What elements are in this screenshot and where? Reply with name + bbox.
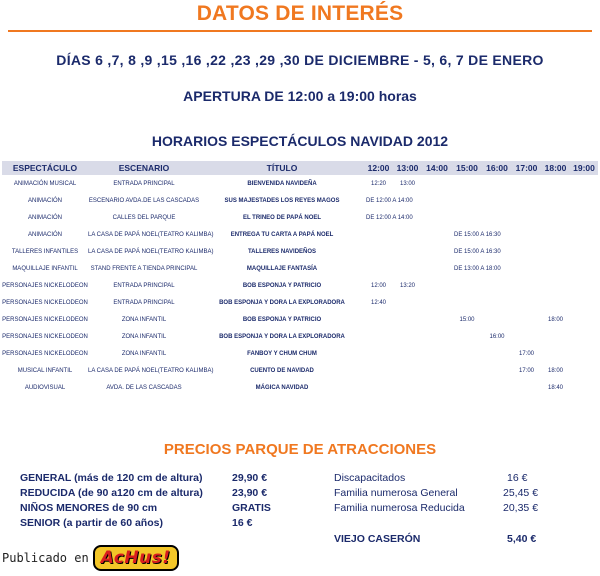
cell-1400 bbox=[422, 294, 452, 311]
cell-1300 bbox=[393, 294, 422, 311]
cell-stage: STAND FRENTE A TIENDA PRINCIPAL bbox=[90, 265, 198, 272]
col-header-1600: 16:00 bbox=[482, 161, 512, 175]
cell-1800 bbox=[541, 345, 570, 362]
cell-1500 bbox=[452, 345, 482, 362]
title-divider bbox=[8, 30, 592, 32]
cell-1800: 18:00 bbox=[547, 367, 563, 374]
cell-show: PERSONAJES NICKELODEON bbox=[2, 316, 88, 323]
schedule-body bbox=[2, 175, 598, 396]
publisher-watermark bbox=[2, 546, 179, 570]
price-value-familia-general: 25,45 € bbox=[503, 487, 539, 499]
cell-1700 bbox=[512, 379, 541, 396]
cell-1500: DE 15:00 A 16:30 bbox=[454, 248, 501, 255]
cell-1400 bbox=[422, 362, 452, 379]
cell-1700 bbox=[512, 209, 541, 226]
cell-1900 bbox=[570, 260, 598, 277]
cell-1500: DE 13:00 A 18:00 bbox=[454, 265, 501, 272]
price-value-general: 29,90 € bbox=[232, 472, 268, 484]
prices-title: PRECIOS PARQUE DE ATRACCIONES bbox=[163, 441, 437, 458]
schedule-row bbox=[2, 277, 598, 294]
cell-1900 bbox=[570, 277, 598, 294]
cell-1200 bbox=[364, 328, 393, 345]
cell-1800 bbox=[541, 226, 570, 243]
cell-1900 bbox=[570, 362, 598, 379]
cell-1300 bbox=[393, 226, 422, 243]
cell-1400 bbox=[422, 260, 452, 277]
col-header-1800: 18:00 bbox=[541, 161, 570, 175]
cell-1200 bbox=[364, 226, 393, 243]
cell-1900 bbox=[570, 294, 598, 311]
cell-1700 bbox=[512, 243, 541, 260]
cell-1500 bbox=[452, 362, 482, 379]
cell-stage: ENTRADA PRINCIPAL bbox=[113, 299, 175, 306]
cell-stage: CALLES DEL PARQUE bbox=[112, 214, 176, 221]
price-value-ninos: GRATIS bbox=[232, 502, 271, 514]
cell-1900 bbox=[570, 328, 598, 345]
cell-1900 bbox=[570, 345, 598, 362]
cell-title: MÁGICA NAVIDAD bbox=[255, 384, 309, 391]
cell-title: EL TRINEO DE PAPÁ NOEL bbox=[242, 214, 322, 221]
price-label-general: GENERAL (más de 120 cm de altura) bbox=[20, 472, 203, 484]
cell-title: BOB ESPONJA Y PATRICIO bbox=[242, 282, 322, 289]
cell-show: ANIMACIÓN bbox=[27, 197, 62, 204]
cell-1200 bbox=[364, 260, 393, 277]
cell-stage: ZONA INFANTIL bbox=[121, 350, 167, 357]
cell-show: MUSICAL INFANTIL bbox=[17, 367, 73, 374]
cell-1500 bbox=[452, 175, 482, 192]
cell-1400 bbox=[422, 192, 452, 209]
price-value-viejo-caseron: 5,40 € bbox=[507, 533, 537, 545]
cell-title: BOB ESPONJA Y DORA LA EXPLORADORA bbox=[219, 333, 345, 340]
cell-title: SUS MAJESTADES LOS REYES MAGOS bbox=[224, 197, 340, 204]
cell-1400 bbox=[422, 277, 452, 294]
cell-1200 bbox=[364, 311, 393, 328]
cell-1700 bbox=[512, 226, 541, 243]
price-label-viejo-caseron: VIEJO CASERÓN bbox=[334, 533, 421, 545]
cell-title: TALLERES NAVIDEÑOS bbox=[247, 248, 317, 255]
cell-show: MAQUILLAJE INFANTIL bbox=[12, 265, 78, 272]
cell-1500: DE 15:00 A 16:30 bbox=[454, 231, 501, 238]
cell-1200 bbox=[364, 243, 393, 260]
cell-1300: 13:20 bbox=[399, 282, 415, 289]
cell-1600 bbox=[482, 294, 512, 311]
schedule-row bbox=[2, 175, 598, 192]
cell-1300: 13:00 bbox=[399, 180, 415, 187]
col-header-1500: 15:00 bbox=[452, 161, 482, 175]
cell-1800: 18:00 bbox=[547, 316, 563, 323]
cell-1200: 12:20 bbox=[370, 180, 386, 187]
cell-1800 bbox=[541, 260, 570, 277]
cell-show: AUDIOVISUAL bbox=[24, 384, 66, 391]
cell-1300 bbox=[393, 260, 422, 277]
cell-1700 bbox=[512, 192, 541, 209]
cell-1900 bbox=[570, 379, 598, 396]
cell-1800 bbox=[541, 192, 570, 209]
schedule-row bbox=[2, 294, 598, 311]
cell-1800 bbox=[541, 175, 570, 192]
cell-1500: 15:00 bbox=[459, 316, 475, 323]
cell-1600 bbox=[482, 209, 512, 226]
price-value-familia-reducida: 20,35 € bbox=[503, 502, 539, 514]
col-header-1700: 17:00 bbox=[512, 161, 541, 175]
schedule-row bbox=[2, 226, 598, 243]
cell-1200: 12:00 bbox=[370, 282, 386, 289]
event-dates: DÍAS 6 ,7, 8 ,9 ,15 ,16 ,22 ,23 ,29 ,30 DE DICIEMBRE - 5, 6, 7 DE ENERO bbox=[56, 52, 544, 68]
price-value-senior: 16 € bbox=[232, 517, 253, 529]
price-label-familia-reducida: Familia numerosa Reducida bbox=[334, 502, 465, 514]
cell-show: PERSONAJES NICKELODEON bbox=[2, 299, 88, 306]
cell-title: CUENTO DE NAVIDAD bbox=[250, 367, 314, 374]
cell-show: TALLERES INFANTILES bbox=[11, 248, 79, 255]
cell-1700 bbox=[512, 311, 541, 328]
col-header-1900: 19:00 bbox=[570, 161, 598, 175]
cell-title: FANBOY Y CHUM CHUM bbox=[247, 350, 317, 357]
cell-1200 bbox=[364, 345, 393, 362]
cell-1400 bbox=[422, 311, 452, 328]
cell-1700: 17:00 bbox=[518, 350, 534, 357]
cell-1200 bbox=[364, 379, 393, 396]
cell-1300 bbox=[393, 345, 422, 362]
cell-1500 bbox=[452, 192, 482, 209]
cell-1300 bbox=[393, 379, 422, 396]
cell-1200 bbox=[364, 362, 393, 379]
cell-stage: ENTRADA PRINCIPAL bbox=[113, 282, 175, 289]
cell-1200: DE 12:00 A 14:00 bbox=[366, 197, 413, 204]
cell-1700 bbox=[512, 328, 541, 345]
cell-1900 bbox=[570, 175, 598, 192]
cell-1800 bbox=[541, 294, 570, 311]
cell-stage: ESCENARIO AVDA.DE LAS CASCADAS bbox=[88, 197, 200, 204]
price-value-discapacitados: 16 € bbox=[507, 472, 528, 484]
col-header-title: TÍTULO bbox=[200, 161, 364, 175]
price-label-discapacitados: Discapacitados bbox=[334, 472, 406, 484]
price-label-senior: SENIOR (a partir de 60 años) bbox=[20, 517, 163, 529]
cell-1700: 17:00 bbox=[518, 367, 534, 374]
schedule-row bbox=[2, 379, 598, 396]
cell-1300 bbox=[393, 328, 422, 345]
cell-show: PERSONAJES NICKELODEON bbox=[2, 282, 88, 289]
cell-1500 bbox=[452, 294, 482, 311]
cell-1900 bbox=[570, 311, 598, 328]
cell-1600: 16:00 bbox=[489, 333, 505, 340]
cell-1400 bbox=[422, 328, 452, 345]
cell-1200: DE 12:00 A 14:00 bbox=[366, 214, 413, 221]
cell-1600 bbox=[482, 192, 512, 209]
cell-stage: ENTRADA PRINCIPAL bbox=[113, 180, 175, 187]
schedule-row bbox=[2, 311, 598, 328]
schedule-table bbox=[2, 161, 598, 396]
cell-1700 bbox=[512, 294, 541, 311]
cell-1700 bbox=[512, 175, 541, 192]
cell-stage: LA CASA DE PAPÁ NOEL(TEATRO KALIMBA) bbox=[88, 367, 214, 374]
cell-1600 bbox=[482, 311, 512, 328]
watermark-text: Publicado en bbox=[2, 551, 89, 565]
cell-show: PERSONAJES NICKELODEON bbox=[2, 350, 88, 357]
cell-stage: AVDA. DE LAS CASCADAS bbox=[106, 384, 182, 391]
opening-hours: APERTURA DE 12:00 a 19:00 horas bbox=[183, 88, 417, 104]
cell-1800 bbox=[541, 328, 570, 345]
cell-stage: LA CASA DE PAPÁ NOEL(TEATRO KALIMBA) bbox=[88, 248, 214, 255]
cell-1500 bbox=[452, 277, 482, 294]
cell-1800 bbox=[541, 277, 570, 294]
col-header-stage: ESCENARIO bbox=[88, 161, 200, 175]
schedule-row bbox=[2, 362, 598, 379]
cell-1600 bbox=[482, 379, 512, 396]
col-header-1300: 13:00 bbox=[393, 161, 422, 175]
cell-1700 bbox=[512, 277, 541, 294]
cell-title: BOB ESPONJA Y PATRICIO bbox=[242, 316, 322, 323]
cell-1500 bbox=[452, 328, 482, 345]
cell-1800 bbox=[541, 243, 570, 260]
price-value-reducida: 23,90 € bbox=[232, 487, 268, 499]
price-label-reducida: REDUCIDA (de 90 a120 cm de altura) bbox=[20, 487, 203, 499]
col-header-1200: 12:00 bbox=[364, 161, 393, 175]
cell-1600 bbox=[482, 277, 512, 294]
col-header-show: ESPECTÁCULO bbox=[2, 161, 88, 175]
cell-1600 bbox=[482, 175, 512, 192]
cell-1800: 18:40 bbox=[547, 384, 563, 391]
cell-stage: LA CASA DE PAPÁ NOEL(TEATRO KALIMBA) bbox=[88, 231, 214, 238]
schedule-row bbox=[2, 260, 598, 277]
cell-1900 bbox=[570, 243, 598, 260]
cell-1300 bbox=[393, 311, 422, 328]
cell-1500 bbox=[452, 379, 482, 396]
achus-logo: AcHus! bbox=[93, 545, 179, 571]
cell-1300 bbox=[393, 362, 422, 379]
cell-1800 bbox=[541, 209, 570, 226]
schedule-row bbox=[2, 345, 598, 362]
cell-1900 bbox=[570, 226, 598, 243]
cell-title: BIENVENIDA NAVIDEÑA bbox=[247, 180, 317, 187]
cell-1400 bbox=[422, 379, 452, 396]
cell-1200: 12:40 bbox=[370, 299, 386, 306]
price-label-familia-general: Familia numerosa General bbox=[334, 487, 458, 499]
cell-show: ANIMACIÓN MUSICAL bbox=[13, 180, 77, 187]
schedule-row bbox=[2, 209, 598, 226]
cell-1900 bbox=[570, 192, 598, 209]
cell-show: ANIMACIÓN bbox=[27, 214, 62, 221]
cell-1600 bbox=[482, 362, 512, 379]
cell-title: MAQUILLAJE FANTASÍA bbox=[246, 265, 318, 272]
cell-title: BOB ESPONJA Y DORA LA EXPLORADORA bbox=[219, 299, 345, 306]
schedule-title: HORARIOS ESPECTÁCULOS NAVIDAD 2012 bbox=[151, 133, 449, 149]
cell-1700 bbox=[512, 260, 541, 277]
col-header-1400: 14:00 bbox=[422, 161, 452, 175]
cell-1900 bbox=[570, 209, 598, 226]
schedule-row bbox=[2, 243, 598, 260]
cell-show: ANIMACIÓN bbox=[27, 231, 62, 238]
cell-stage: ZONA INFANTIL bbox=[121, 316, 167, 323]
cell-show: PERSONAJES NICKELODEON bbox=[2, 333, 88, 340]
cell-1600 bbox=[482, 345, 512, 362]
schedule-row bbox=[2, 328, 598, 345]
cell-1400 bbox=[422, 226, 452, 243]
cell-1300 bbox=[393, 243, 422, 260]
cell-title: ENTREGA TU CARTA A PAPÁ NOEL bbox=[230, 231, 334, 238]
cell-1400 bbox=[422, 175, 452, 192]
cell-stage: ZONA INFANTIL bbox=[121, 333, 167, 340]
cell-1400 bbox=[422, 243, 452, 260]
cell-1400 bbox=[422, 209, 452, 226]
page-title: DATOS DE INTERÉS bbox=[196, 2, 404, 25]
cell-1500 bbox=[452, 209, 482, 226]
schedule-row bbox=[2, 192, 598, 209]
cell-1400 bbox=[422, 345, 452, 362]
price-label-ninos: NIÑOS MENORES de 90 cm bbox=[20, 502, 158, 514]
schedule-header-row bbox=[2, 161, 598, 175]
